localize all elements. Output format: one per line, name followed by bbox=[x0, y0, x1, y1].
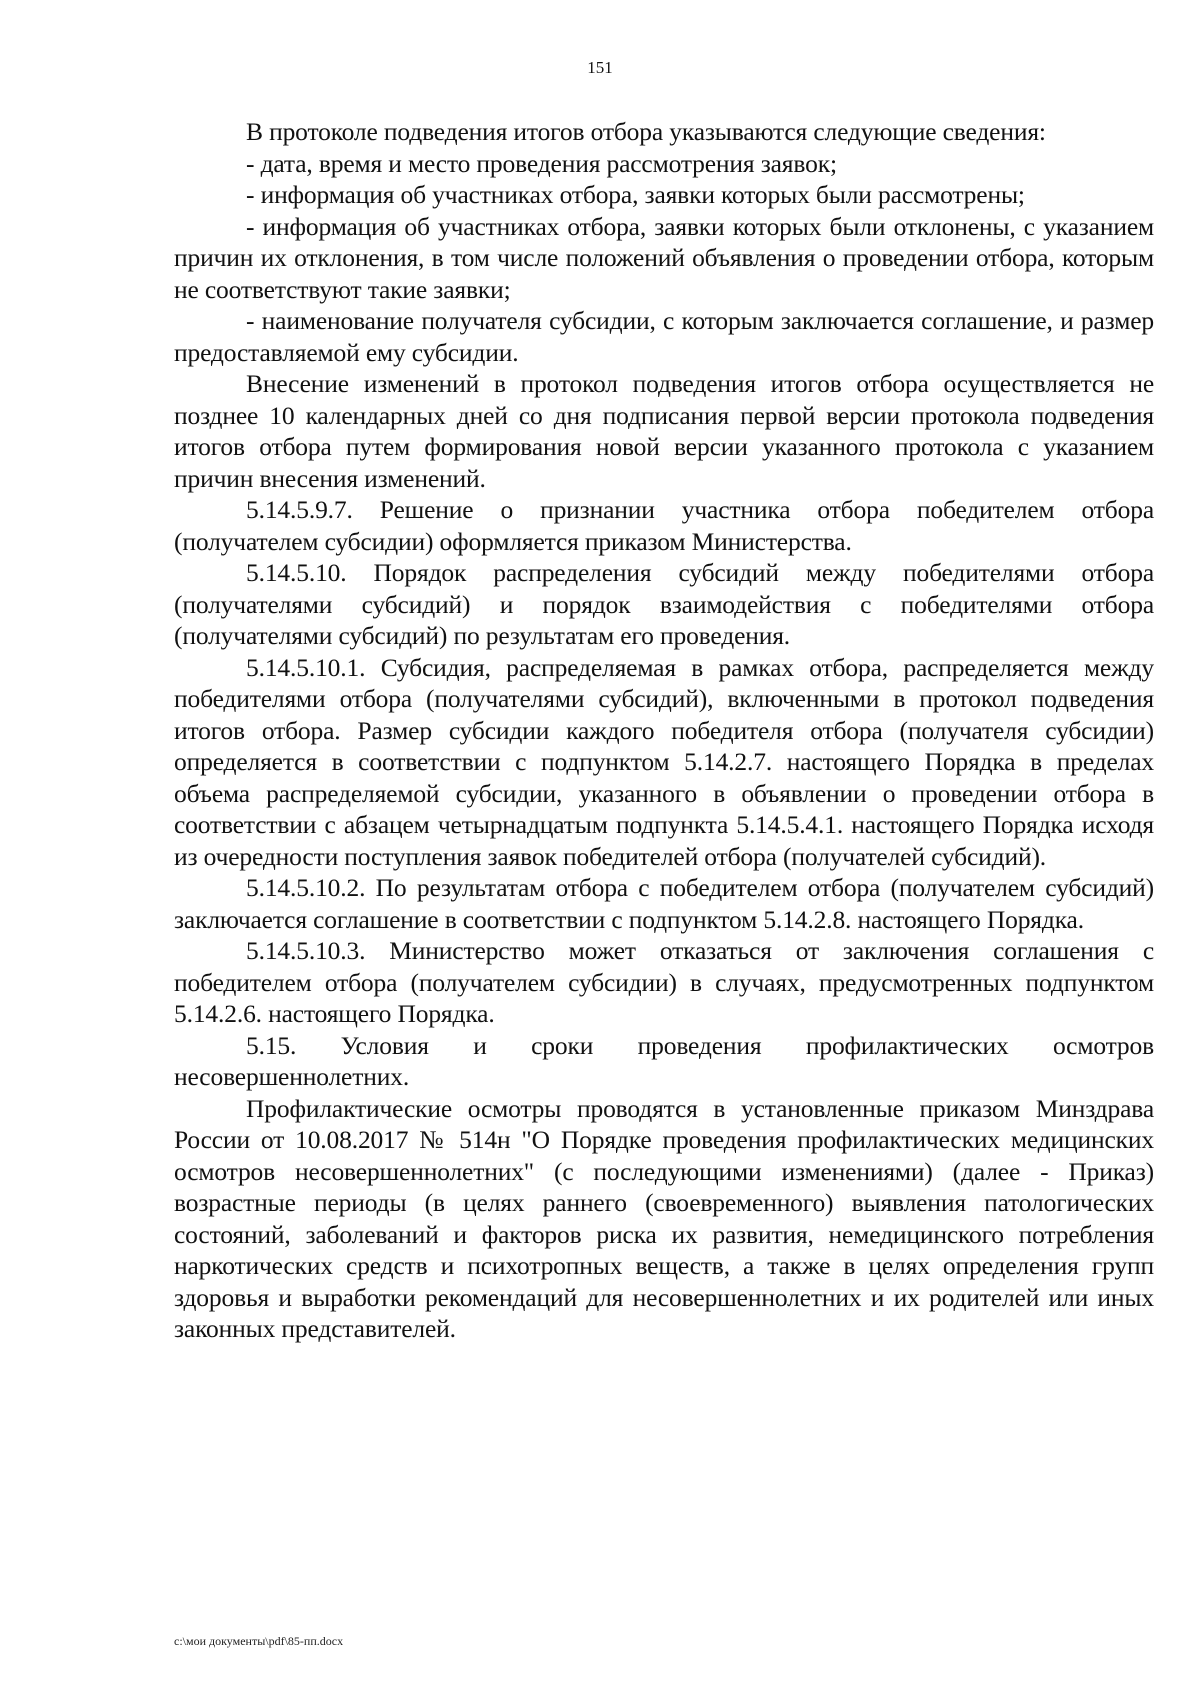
page-number: 151 bbox=[587, 58, 613, 77]
list-item-date: - дата, время и место проведения рассмотрения заявок; bbox=[246, 148, 837, 178]
list-item-recipient: - наименование получателя субсидии, с которым заключается соглашение, и размер предоставляемой ему субсидии. bbox=[174, 306, 1154, 367]
paragraph-5-14-5-10-1: 5.14.5.10.1. Субсидия, распределяемая в рамках отбора, распределяется между победителями отбора (получателями субсидий), включенными в протокол подведения итогов отбора. Размер субсидии каждого победителя отбора (получателя субсидии) определяется в соответствии с подпунктом 5.14.2.7. настоящего Порядка в пределах объема распределяемой субсидии, указанного в объявлении о проведении отбора в соответствии с абзацем четырнадцатым подпункта 5.14.5.4.1. настоящего Порядка исходя из очередности поступления заявок победителей отбора (получателей субсидий). bbox=[174, 652, 1154, 871]
paragraph-5-14-5-9-7: 5.14.5.9.7. Решение о признании участника отбора победителем отбора (получателем субсидии) оформляется приказом Министерства. bbox=[174, 495, 1154, 556]
paragraph-5-14-5-10-3: 5.14.5.10.3. Министерство может отказаться от заключения соглашения с победителем отбора (получателем субсидии) в случаях, предусмотренных подпунктом 5.14.2.6. настоящего Порядка. bbox=[174, 936, 1154, 1028]
paragraph-5-15: 5.15. Условия и сроки проведения профилактических осмотров несовершеннолетних. bbox=[174, 1030, 1154, 1091]
paragraph-5-14-5-10: 5.14.5.10. Порядок распределения субсидий между победителями отбора (получателями субсидий) и порядок взаимодействия с победителями отбора (получателями субсидий) по результатам его проведения. bbox=[174, 558, 1154, 650]
document-body bbox=[174, 116, 1154, 1345]
paragraph-protocol-intro: В протоколе подведения итогов отбора указываются следующие сведения: bbox=[246, 117, 1046, 146]
list-item-reviewed: - информация об участниках отбора, заявки которых были рассмотрены; bbox=[246, 180, 1025, 209]
paragraph-preventive-exams: Профилактические осмотры проводятся в установленные приказом Минздрава России от 10.08.2017 № 514н "О Порядке проведения профилактических медицинских осмотров несовершеннолетних" (с последующими изменениями) (далее - Приказ) возрастные периоды (в целях раннего (своевременного) выявления патологических состояний, заболеваний и факторов риска их развития, немедицинского потребления наркотических средств и психотропных веществ, а также в целях определения групп здоровья и выработки рекомендаций для несовершеннолетних и их родителей или иных законных представителей. bbox=[174, 1093, 1154, 1343]
list-item-rejected: - информация об участниках отбора, заявки которых были отклонены, с указанием причин их отклонения, в том числе положений объявления о проведении отбора, которым не соответствуют такие заявки; bbox=[174, 211, 1154, 304]
paragraph-protocol-changes: Внесение изменений в протокол подведения итогов отбора осуществляется не позднее 10 календарных дней со дня подписания первой версии протокола подведения итогов отбора путем формирования новой версии указанного протокола с указанием причин внесения изменений. bbox=[174, 369, 1154, 493]
paragraph-5-14-5-10-2: 5.14.5.10.2. По результатам отбора с победителем отбора (получателем субсидий) заключается соглашение в соответствии с подпунктом 5.14.2.8. настоящего Порядка. bbox=[174, 873, 1154, 934]
file-path-footer: c:\мои документы\pdf\85-пп.docx bbox=[174, 1634, 344, 1648]
